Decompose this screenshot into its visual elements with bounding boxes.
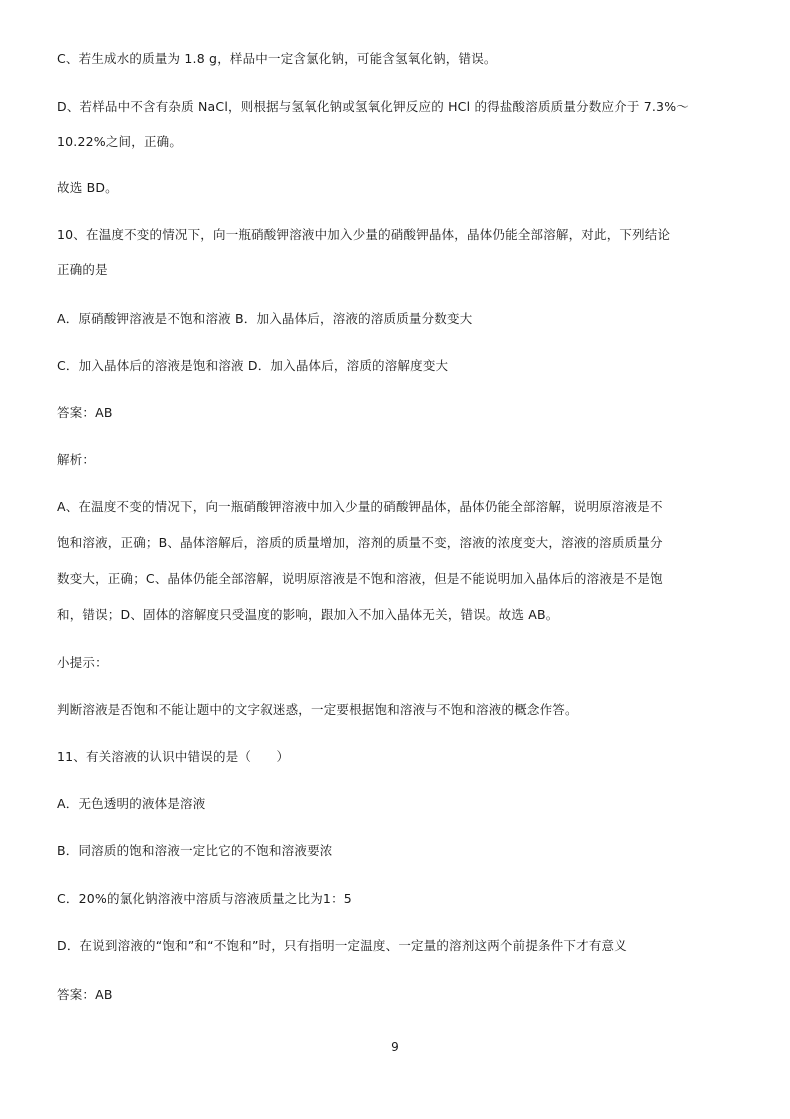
tip-text: 判断溶液是否饱和不能让题中的文字叙迷惑，一定要根据饱和溶液与不饱和溶液的概念作答。 (57, 702, 578, 717)
analysis-line-4: 和，错误；D、固体的溶解度只受温度的影响，跟加入不加入晶体无关，错误。故选 AB。 (57, 607, 559, 622)
analysis-heading: 解析： (57, 452, 96, 467)
option-d-continuation: 10.22%之间，正确。 (57, 134, 183, 149)
question-10-stem: 10、在温度不变的情况下，向一瓶硝酸钾溶液中加入少量的硝酸钾晶体，晶体仍能全部溶解，对此，下列结论 (57, 227, 671, 242)
question-10-stem-cont: 正确的是 (57, 262, 108, 277)
question-10-options-cd: C．加入晶体后的溶液是饱和溶液 D．加入晶体后，溶质的溶解度变大 (57, 358, 449, 373)
question-11-option-d: D．在说到溶液的“饱和”和“不饱和”时，只有指明一定温度、一定量的溶剂这两个前提条件下才有意义 (57, 938, 627, 953)
analysis-line-3: 数变大，正确；C、晶体仍能全部溶解，说明原溶液是不饱和溶液，但是不能说明加入晶体后的溶液是不是饱 (57, 571, 663, 586)
analysis-line-1: A、在温度不变的情况下，向一瓶硝酸钾溶液中加入少量的硝酸钾晶体，晶体仍能全部溶解，说明原溶液是不 (57, 499, 663, 514)
page-number: 9 (391, 1040, 399, 1054)
tip-heading: 小提示： (57, 655, 108, 670)
question-11-stem: 11、有关溶液的认识中错误的是（ ） (57, 749, 290, 764)
question-11-option-a: A．无色透明的液体是溶液 (57, 796, 206, 811)
analysis-line-2: 饱和溶液，正确；B、晶体溶解后，溶质的质量增加，溶剂的质量不变，溶液的浓度变大，溶液的溶质质量分 (57, 535, 663, 550)
question-10-answer: 答案：AB (57, 405, 113, 420)
question-11-option-c: C．20%的氯化钠溶液中溶质与溶液质量之比为1：5 (57, 891, 352, 906)
option-c-explanation: C、若生成水的质量为 1.8 g，样品中一定含氯化钠，可能含氢氧化钠，错误。 (57, 51, 497, 66)
option-d-explanation: D、若样品中不含有杂质 NaCl，则根据与氢氧化钠或氢氧化钾反应的 HCl 的得盐酸溶质质量分数应介于 7.3%～ (57, 99, 689, 114)
question-11-option-b: B．同溶质的饱和溶液一定比它的不饱和溶液要浓 (57, 843, 333, 858)
question-10-options-ab: A．原硝酸钾溶液是不饱和溶液 B．加入晶体后，溶液的溶质质量分数变大 (57, 311, 473, 326)
answer-selection-bd: 故选 BD。 (57, 180, 118, 195)
question-11-answer: 答案：AB (57, 987, 113, 1002)
